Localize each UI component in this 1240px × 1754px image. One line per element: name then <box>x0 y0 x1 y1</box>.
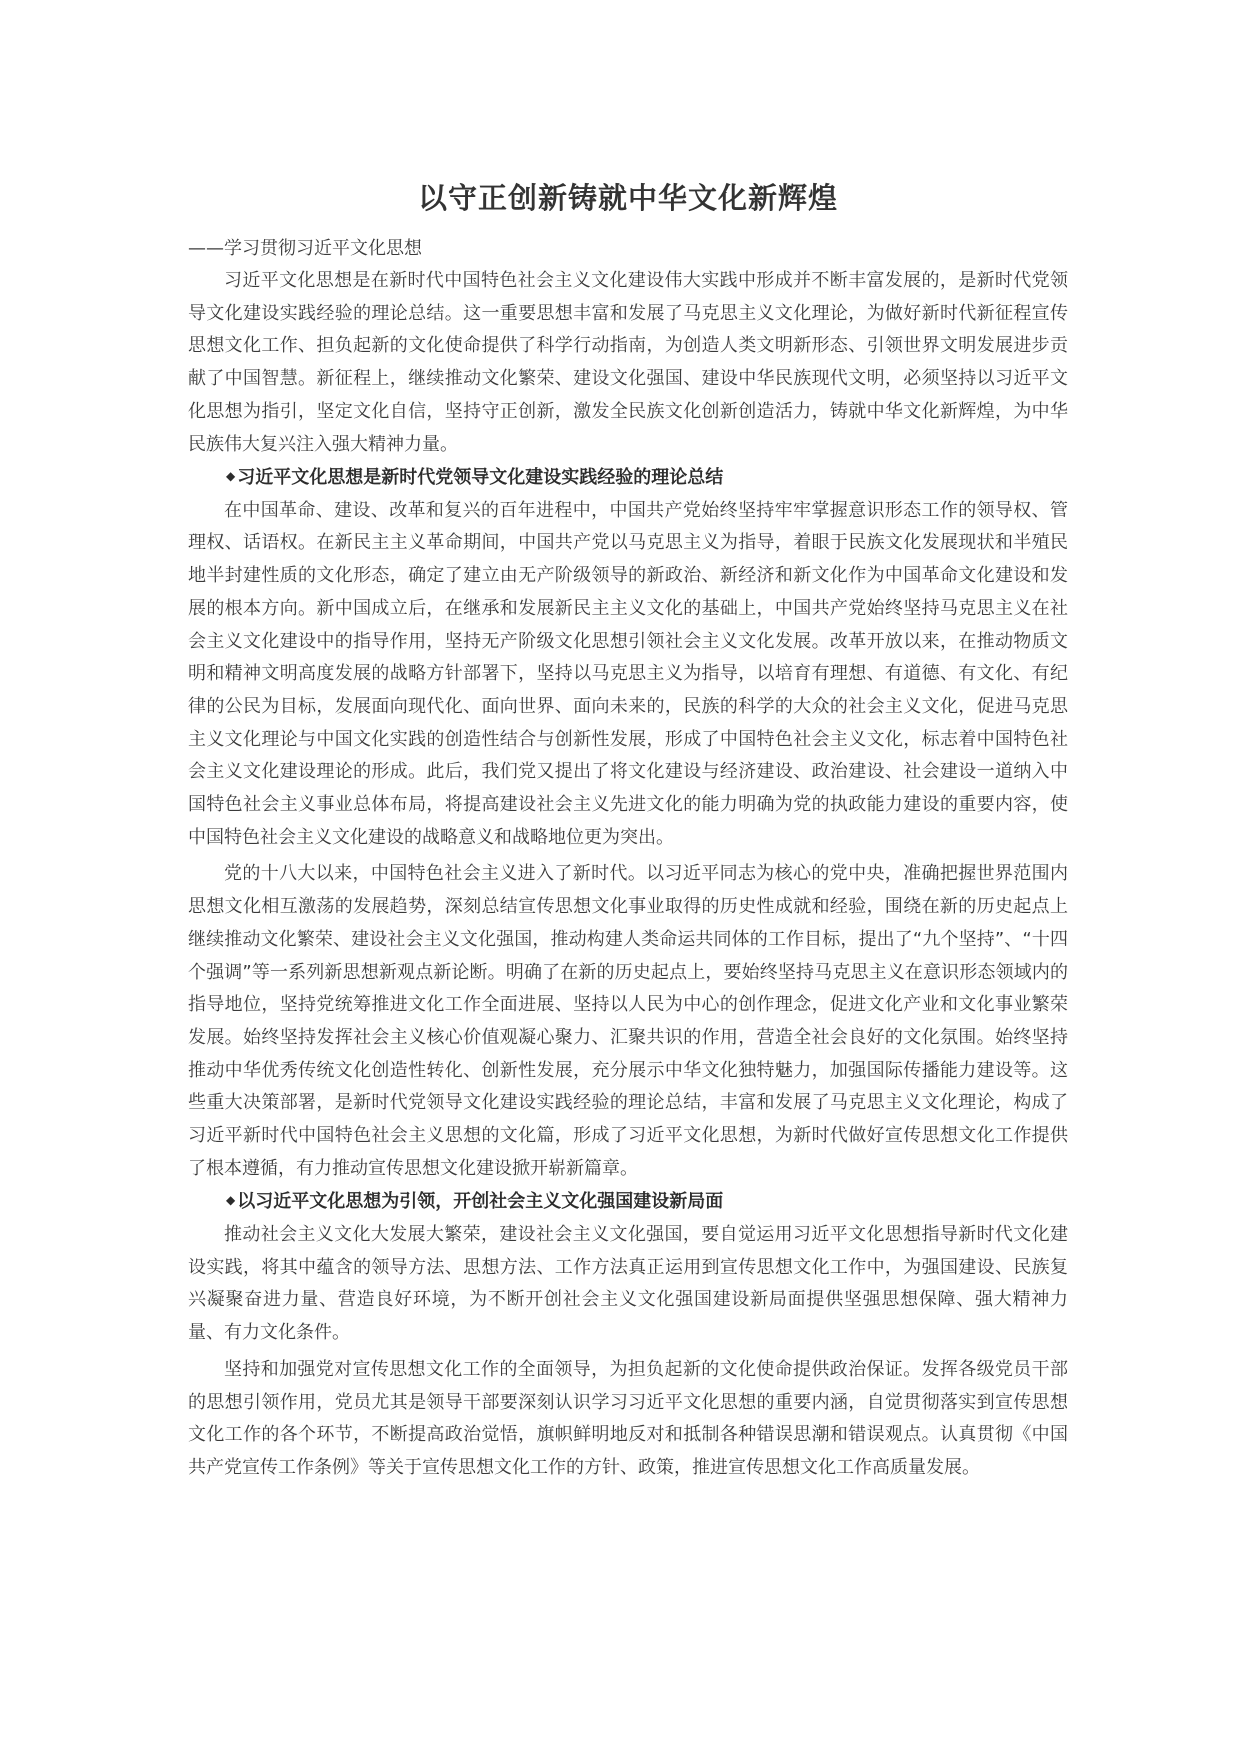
document-subtitle: ——学习贯彻习近平文化思想 <box>188 238 422 259</box>
section-heading-2 <box>188 1185 1068 1219</box>
paragraph-party-leadership: 坚持和加强党对宣传思想文化工作的全面领导，为担负起新的文化使命提供政治保证。发挥各级党员干部的思想引领作用，党员尤其是领导干部要深刻认识学习习近平文化思想的重要内涵，自觉贯彻落实到宣传思想文化工作的各个环节，不断提高政治觉悟，旗帜鲜明地反对和抵制各种错误思潮和错误观点。认真贯彻《中国共产党宣传工作条例》等关于宣传思想文化工作的方针、政策，推进宣传思想文化工作高质量发展。 <box>188 1358 1068 1478</box>
section-heading-text: 以习近平文化思想为引领，开创社会主义文化强国建设新局面 <box>237 1191 724 1213</box>
paragraph-history: 在中国革命、建设、改革和复兴的百年进程中，中国共产党始终坚持牢牢掌握意识形态工作的领导权、管理权、话语权。在新民主主义革命期间，中国共产党以马克思主义为指导，着眼于民族文化发展现状和半殖民地半封建性质的文化形态，确定了建立由无产阶级领导的新政治、新经济和新文化作为中国革命文化建设和发展的根本方向。新中国成立后，在继承和发展新民主主义文化的基础上，中国共产党始终坚持马克思主义在社会主义文化建设中的指导作用，坚持无产阶级文化思想引领社会主义文化发展。改革开放以来，在推动物质文明和精神文明高度发展的战略方针部署下，坚持以马克思主义为指导，以培育有理想、有道德、有文化、有纪律的公民为目标，发展面向现代化、面向世界、面向未来的，民族的科学的大众的社会主义文化，促进马克思主义文化理论与中国文化实践的创造性结合与创新性发展，形成了中国特色社会主义文化，标志着中国特色社会主义文化建设理论的形成。此后，我们党又提出了将文化建设与经济建设、政治建设、社会建设一道纳入中国特色社会主义事业总体布局，将提高建设社会主义先进文化的能力明确为党的执政能力建设的重要内容，使中国特色社会主义文化建设的战略意义和战略地位更为突出。 <box>188 499 1068 848</box>
section-heading-text: 习近平文化思想是新时代党领导文化建设实践经验的理论总结 <box>237 467 724 489</box>
diamond-bullet-icon: ◆ <box>226 1192 236 1207</box>
paragraph-new-era: 党的十八大以来，中国特色社会主义进入了新时代。以习近平同志为核心的党中央，准确把握世界范围内思想文化相互激荡的发展趋势，深刻总结宣传思想文化事业取得的历史性成就和经验，围绕在新的历史起点上继续推动文化繁荣、建设社会主义文化强国，推动构建人类命运共同体的工作目标，提出了“九个坚持”、“十四个强调”等一系列新思想新观点新论断。明确了在新的历史起点上，要始终坚持马克思主义在意识形态领域内的指导地位，坚持党统筹推进文化工作全面进展、坚持以人民为中心的创作理念，促进文化产业和文化事业繁荣发展。始终坚持发挥社会主义核心价值观凝心聚力、汇聚共识的作用，营造全社会良好的文化氛围。始终坚持推动中华优秀传统文化创造性转化、创新性发展，充分展示中华文化独特魅力，加强国际传播能力建设等。这些重大决策部署，是新时代党领导文化建设实践经验的理论总结，丰富和发展了马克思主义文化理论，构成了习近平新时代中国特色社会主义思想的文化篇，形成了习近平文化思想，为新时代做好宣传思想文化工作提供了根本遵循，有力推动宣传思想文化建设掀开崭新篇章。 <box>188 863 1068 1179</box>
diamond-bullet-icon: ◆ <box>226 468 236 483</box>
paragraph-intro: 习近平文化思想是在新时代中国特色社会主义文化建设伟大实践中形成并不断丰富发展的，是新时代党领导文化建设实践经验的理论总结。这一重要思想丰富和发展了马克思主义文化理论，为做好新时代新征程宣传思想文化工作、担负起新的文化使命提供了科学行动指南，为创造人类文明新形态、引领世界文明发展进步贡献了中国智慧。新征程上，继续推动文化繁荣、建设文化强国、建设中华民族现代文明，必须坚持以习近平文化思想为指引，坚定文化自信，坚持守正创新，激发全民族文化创新创造活力，铸就中华文化新辉煌，为中华民族伟大复兴注入强大精神力量。 <box>188 270 1068 455</box>
section-heading-1 <box>188 461 1068 495</box>
paragraph-culture-power: 推动社会主义文化大发展大繁荣，建设社会主义文化强国，要自觉运用习近平文化思想指导新时代文化建设实践，将其中蕴含的领导方法、思想方法、工作方法真正运用到宣传思想文化工作中，为强国建设、民族复兴凝聚奋进力量、营造良好环境，为不断开创社会主义文化强国建设新局面提供坚强思想保障、强大精神力量、有力文化条件。 <box>188 1223 1068 1344</box>
document-page <box>188 178 1068 1485</box>
document-title: 以守正创新铸就中华文化新辉煌 <box>417 181 838 215</box>
